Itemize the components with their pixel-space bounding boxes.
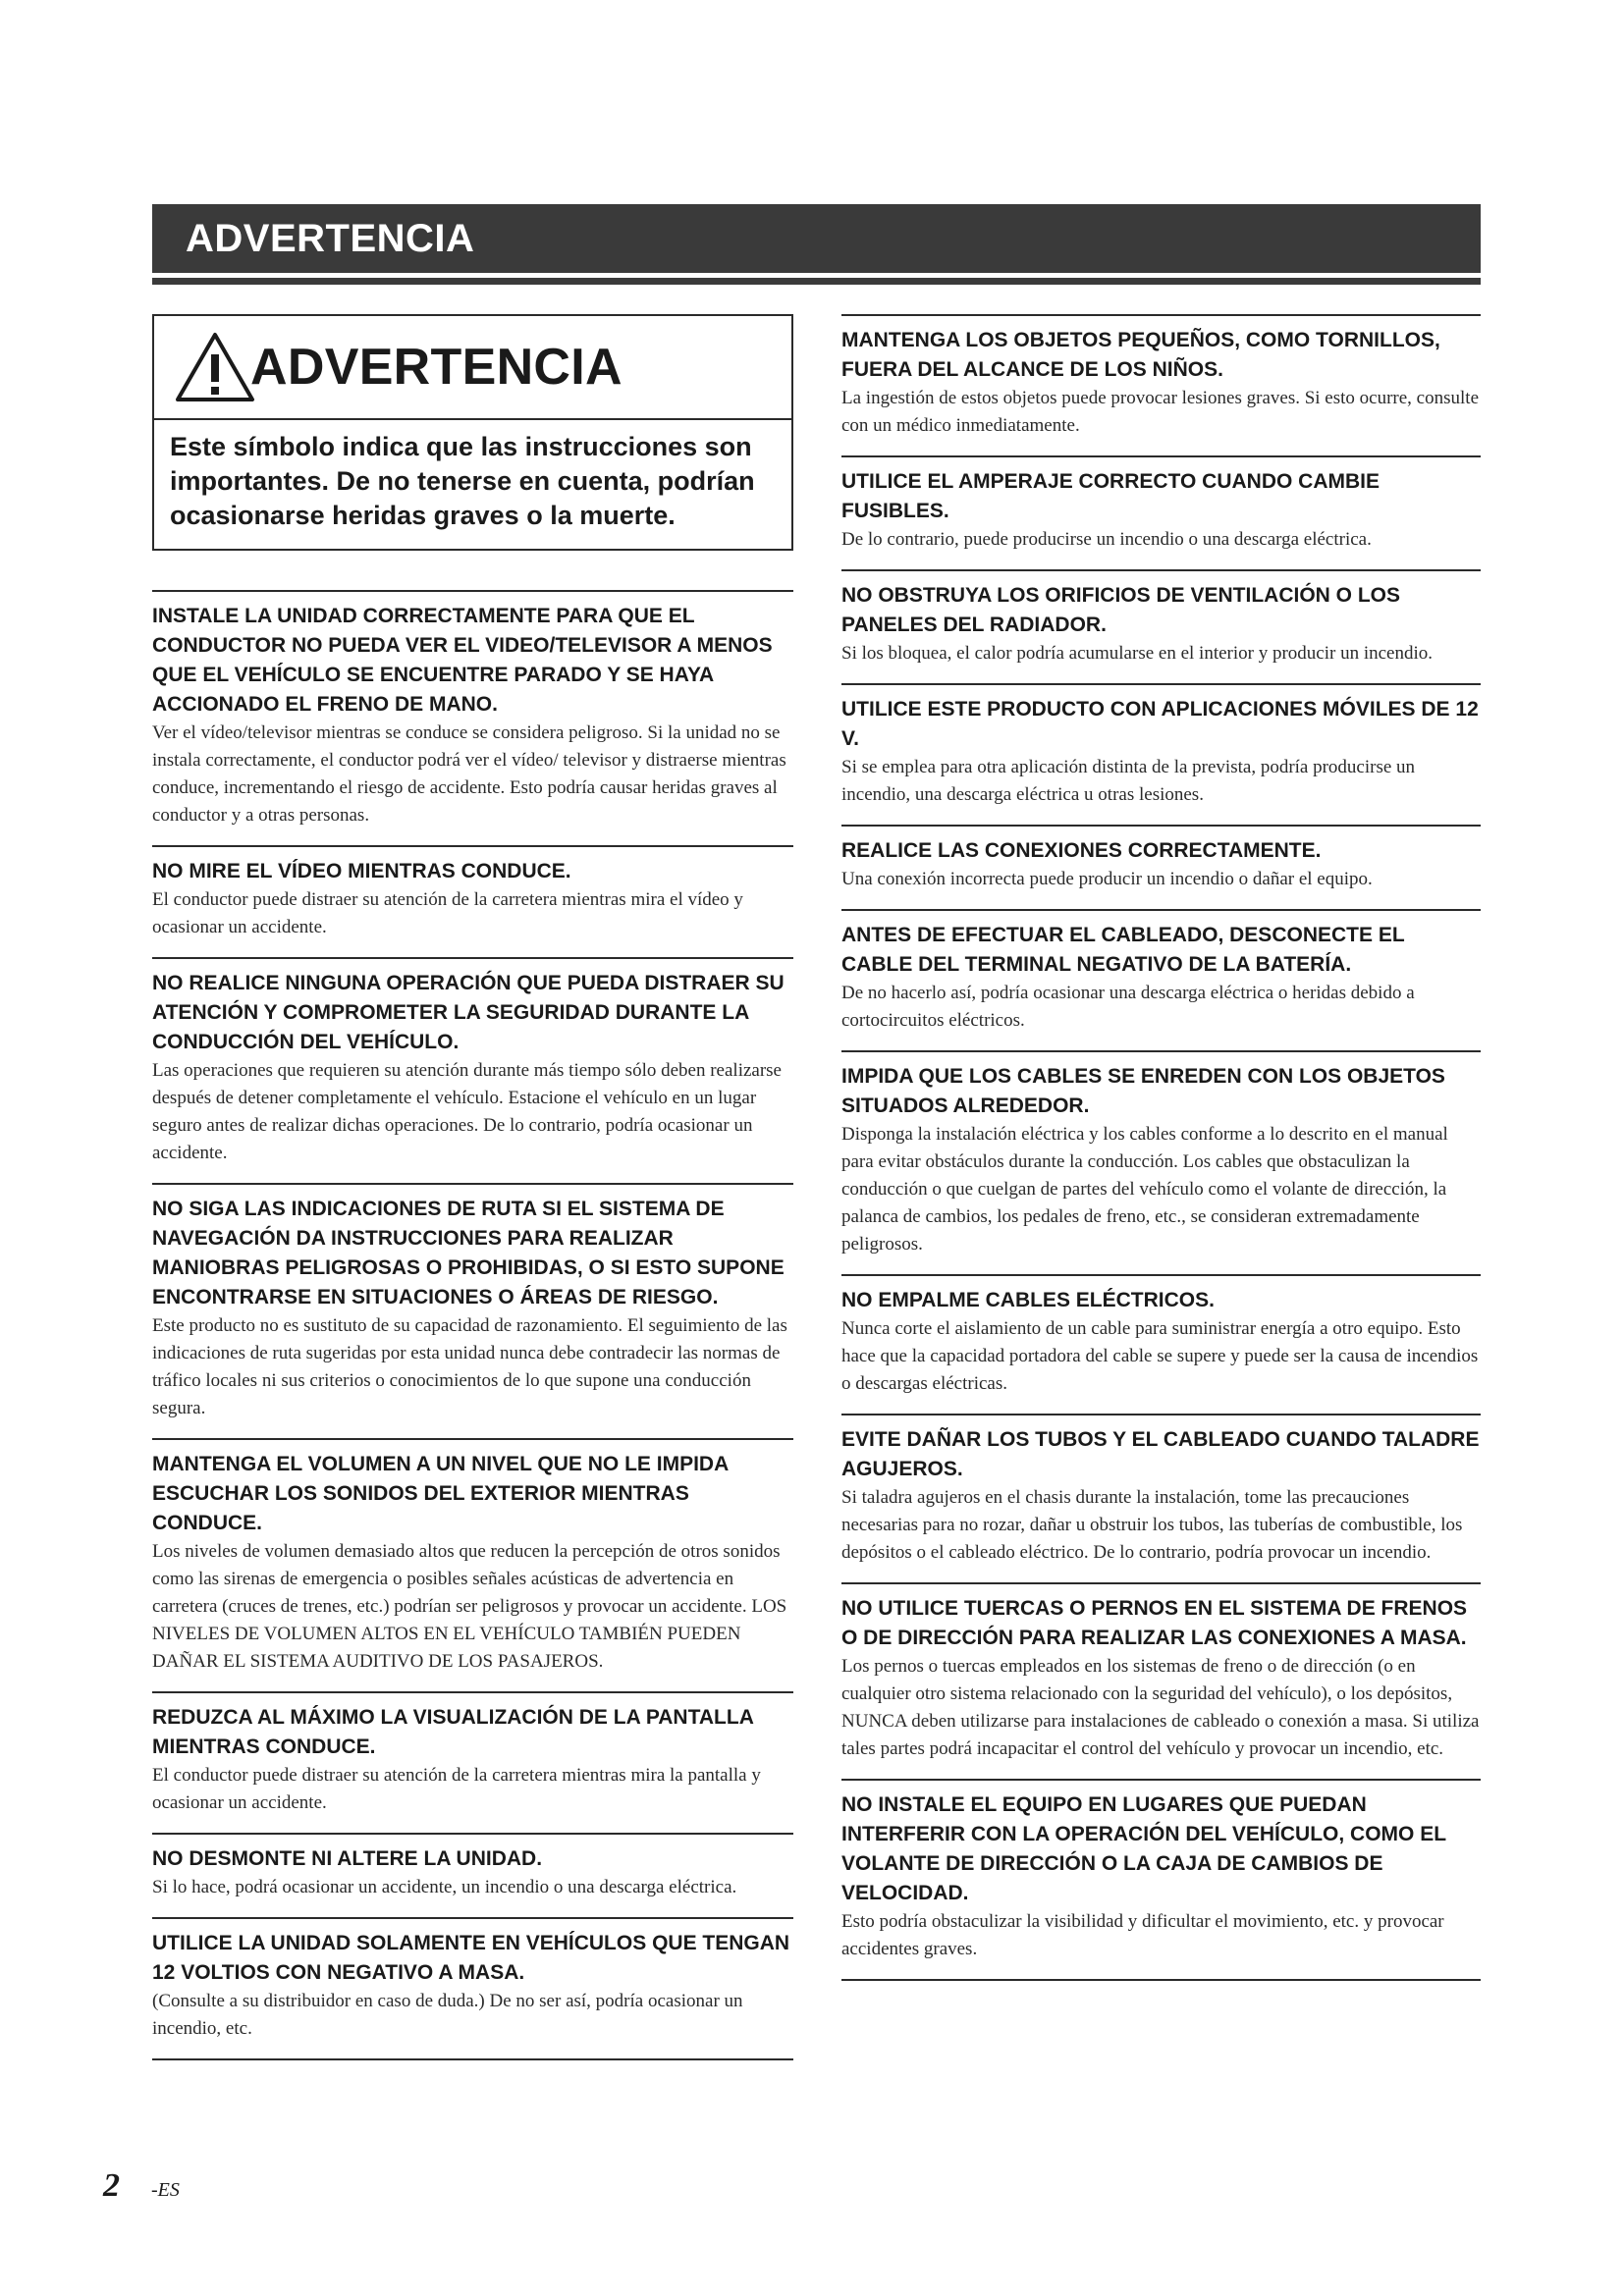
- section-body: Si lo hace, podrá ocasionar un accidente, un incendio o una descarga eléctrica.: [152, 1877, 737, 1897]
- section-heading: NO EMPALME CABLES ELÉCTRICOS.: [841, 1289, 1215, 1311]
- column-end-rule: [152, 2058, 793, 2060]
- section-body: De lo contrario, puede producirse un incendio o una descarga eléctrica.: [841, 529, 1372, 550]
- section-heading: REALICE LAS CONEXIONES CORRECTAMENTE.: [841, 839, 1322, 862]
- section-body: Los niveles de volumen demasiado altos que reducen la percepción de otros sonidos como las sirenas de emergencia o posibles señales acústicas de advertencia en carretera (cruces de trenes, etc.) podrían ser peligrosos y provocar un accidente. LOS NIVELES DE VOLUMEN ALTOS EN EL VEHÍCULO TAMBIÉN PUEDEN DAÑAR EL SISTEMA AUDITIVO DE LOS PASAJEROS.: [152, 1541, 787, 1672]
- section-body: El conductor puede distraer su atención de la carretera mientras mira el vídeo y ocasionar un accidente.: [152, 889, 743, 937]
- left-sections-list: [152, 590, 793, 2060]
- column-end-rule: [841, 1979, 1481, 1981]
- section-body: Una conexión incorrecta puede producir un incendio o dañar el equipo.: [841, 869, 1373, 889]
- section-body: Nunca corte el aislamiento de un cable para suministrar energía a otro equipo. Esto hace que la capacidad portadora del cable se supere y puede ser la causa de incendios o descargas eléctricas.: [841, 1318, 1479, 1394]
- section-heading: NO REALICE NINGUNA OPERACIÓN QUE PUEDA DISTRAER SU ATENCIÓN Y COMPROMETER LA SEGURIDAD DURANTE LA CONDUCCIÓN DEL VEHÍCULO.: [152, 972, 785, 1053]
- section-body: Ver el vídeo/televisor mientras se conduce se considera peligroso. Si la unidad no se instala correctamente, el conductor podrá ver el vídeo/ televisor y distraerse mientras conduce, incrementando el riesgo de accidente. Esto podría causar heridas graves al conductor y a otras personas.: [152, 722, 786, 826]
- warning-section: [841, 1582, 1481, 1763]
- warning-section: [152, 957, 793, 1167]
- section-heading: INSTALE LA UNIDAD CORRECTAMENTE PARA QUE EL CONDUCTOR NO PUEDA VER EL VIDEO/TELEVISOR A MENOS QUE EL VEHÍCULO SE ENCUENTRE PARADO Y SE HAYA ACCIONADO EL FRENO DE MANO.: [152, 605, 773, 716]
- section-heading: NO INSTALE EL EQUIPO EN LUGARES QUE PUEDAN INTERFERIR CON LA OPERACIÓN DEL VEHÍCULO, COMO EL VOLANTE DE DIRECCIÓN O LA CAJA DE CAMBIOS DE VELOCIDAD.: [841, 1793, 1446, 1904]
- section-heading: EVITE DAÑAR LOS TUBOS Y EL CABLEADO CUANDO TALADRE AGUJEROS.: [841, 1428, 1480, 1480]
- section-body: Disponga la instalación eléctrica y los cables conforme a lo descrito en el manual para evitar obstáculos durante la conducción. Los cables que obstaculizan la conducción o que cuelgan de partes del vehículo como el volante de dirección, la palanca de cambios, los pedales de freno, etc., se consideran extremadamente peligrosos.: [841, 1124, 1448, 1255]
- warning-box-title: ADVERTENCIA: [250, 339, 623, 396]
- warning-section: [841, 909, 1481, 1035]
- warning-section: [841, 455, 1481, 554]
- section-body: La ingestión de estos objetos puede provocar lesiones graves. Si esto ocurre, consulte con un médico inmediatamente.: [841, 388, 1479, 436]
- warning-section: [841, 1779, 1481, 1963]
- section-heading: MANTENGA EL VOLUMEN A UN NIVEL QUE NO LE IMPIDA ESCUCHAR LOS SONIDOS DEL EXTERIOR MIENTRAS CONDUCE.: [152, 1453, 729, 1534]
- warning-section: [152, 1691, 793, 1817]
- section-body: (Consulte a su distribuidor en caso de duda.) De no ser así, podría ocasionar un incendio, etc.: [152, 1991, 743, 2039]
- section-heading: NO DESMONTE NI ALTERE LA UNIDAD.: [152, 1847, 543, 1870]
- warning-triangle-icon: [174, 331, 256, 403]
- section-heading: NO SIGA LAS INDICACIONES DE RUTA SI EL SISTEMA DE NAVEGACIÓN DA INSTRUCCIONES PARA REALIZAR MANIOBRAS PELIGROSAS O PROHIBIDAS, O SI ESTO SUPONE ENCONTRARSE EN SITUACIONES O ÁREAS DE RIESGO.: [152, 1198, 785, 1308]
- warning-section: [152, 845, 793, 941]
- warning-title-row: [154, 316, 791, 420]
- right-column: [841, 314, 1481, 1981]
- section-body: Esto podría obstaculizar la visibilidad y dificultar el movimiento, etc. y provocar accidentes graves.: [841, 1911, 1444, 1959]
- section-heading: MANTENGA LOS OBJETOS PEQUEÑOS, COMO TORNILLOS, FUERA DEL ALCANCE DE LOS NIÑOS.: [841, 329, 1440, 381]
- section-heading: IMPIDA QUE LOS CABLES SE ENREDEN CON LOS OBJETOS SITUADOS ALREDEDOR.: [841, 1065, 1445, 1117]
- left-column: [152, 314, 793, 2060]
- warning-section: [841, 825, 1481, 893]
- warning-section: [152, 1183, 793, 1422]
- page-footer: [103, 2167, 180, 2205]
- warning-section: [841, 1050, 1481, 1258]
- right-sections-list: [841, 314, 1481, 1981]
- section-heading: NO MIRE EL VÍDEO MIENTRAS CONDUCE.: [152, 860, 571, 882]
- section-heading: ANTES DE EFECTUAR EL CABLEADO, DESCONECTE EL CABLE DEL TERMINAL NEGATIVO DE LA BATERÍA.: [841, 924, 1405, 976]
- page-number: 2: [103, 2167, 120, 2204]
- section-heading: UTILICE ESTE PRODUCTO CON APLICACIONES MÓVILES DE 12 V.: [841, 698, 1479, 750]
- header-rule: [152, 278, 1481, 285]
- section-body: El conductor puede distraer su atención de la carretera mientras mira la pantalla y ocasionar un accidente.: [152, 1765, 761, 1813]
- section-heading: REDUZCA AL MÁXIMO LA VISUALIZACIÓN DE LA PANTALLA MIENTRAS CONDUCE.: [152, 1706, 754, 1758]
- warning-section: [841, 569, 1481, 667]
- section-body: Si se emplea para otra aplicación distinta de la prevista, podría producirse un incendio, una descarga eléctrica u otras lesiones.: [841, 757, 1416, 805]
- section-heading: UTILICE LA UNIDAD SOLAMENTE EN VEHÍCULOS QUE TENGAN 12 VOLTIOS CON NEGATIVO A MASA.: [152, 1932, 790, 1984]
- section-body: De no hacerlo así, podría ocasionar una descarga eléctrica o heridas debido a cortocircuitos eléctricos.: [841, 983, 1415, 1031]
- warning-section: [152, 590, 793, 829]
- section-body: Si los bloquea, el calor podría acumularse en el interior y producir un incendio.: [841, 643, 1434, 664]
- warning-section: [841, 683, 1481, 809]
- warning-box: [152, 314, 793, 551]
- warning-section: [152, 1438, 793, 1676]
- page-language-suffix: -ES: [151, 2179, 180, 2201]
- section-body: Los pernos o tuercas empleados en los sistemas de freno o de dirección (o en cualquier otro sistema relacionado con la seguridad del vehículo), o los depósitos, NUNCA deben utilizarse para instalaciones de cableado o conexión a masa. Si utiliza tales partes podrá incapacitar el control del vehículo y provocar un incendio, etc.: [841, 1656, 1480, 1759]
- section-body: Este producto no es sustituto de su capacidad de razonamiento. El seguimiento de las indicaciones de ruta sugeridas por esta unidad nunca debe contradecir las normas de tráfico locales ni sus criterios o conocimientos de lo que supone una conducción segura.: [152, 1315, 787, 1418]
- warning-section: [841, 1414, 1481, 1567]
- section-title: ADVERTENCIA: [186, 216, 475, 260]
- warning-box-description: Este símbolo indica que las instrucciones son importantes. De no tenerse en cuenta, podrían ocasionarse heridas graves o la muerte.: [170, 432, 755, 530]
- section-heading: UTILICE EL AMPERAJE CORRECTO CUANDO CAMBIE FUSIBLES.: [841, 470, 1380, 522]
- section-body: Si taladra agujeros en el chasis durante la instalación, tome las precauciones necesarias para no rozar, dañar u obstruir los tubos, las tuberías de combustible, los depósitos o el cableado eléctrico. De lo contrario, podría provocar un incendio.: [841, 1487, 1463, 1563]
- warning-section: [152, 1833, 793, 1901]
- warning-section: [841, 314, 1481, 440]
- section-body: Las operaciones que requieren su atención durante más tiempo sólo deben realizarse después de detener completamente el vehículo. Estacione el vehículo en un lugar seguro antes de realizar dichas operaciones. De lo contrario, podría ocasionar un accidente.: [152, 1060, 782, 1163]
- section-header-bar: [152, 204, 1481, 273]
- section-heading: NO UTILICE TUERCAS O PERNOS EN EL SISTEMA DE FRENOS O DE DIRECCIÓN PARA REALIZAR LAS CONEXIONES A MASA.: [841, 1597, 1468, 1649]
- warning-section: [841, 1274, 1481, 1398]
- warning-section: [152, 1917, 793, 2043]
- section-heading: NO OBSTRUYA LOS ORIFICIOS DE VENTILACIÓN O LOS PANELES DEL RADIADOR.: [841, 584, 1400, 636]
